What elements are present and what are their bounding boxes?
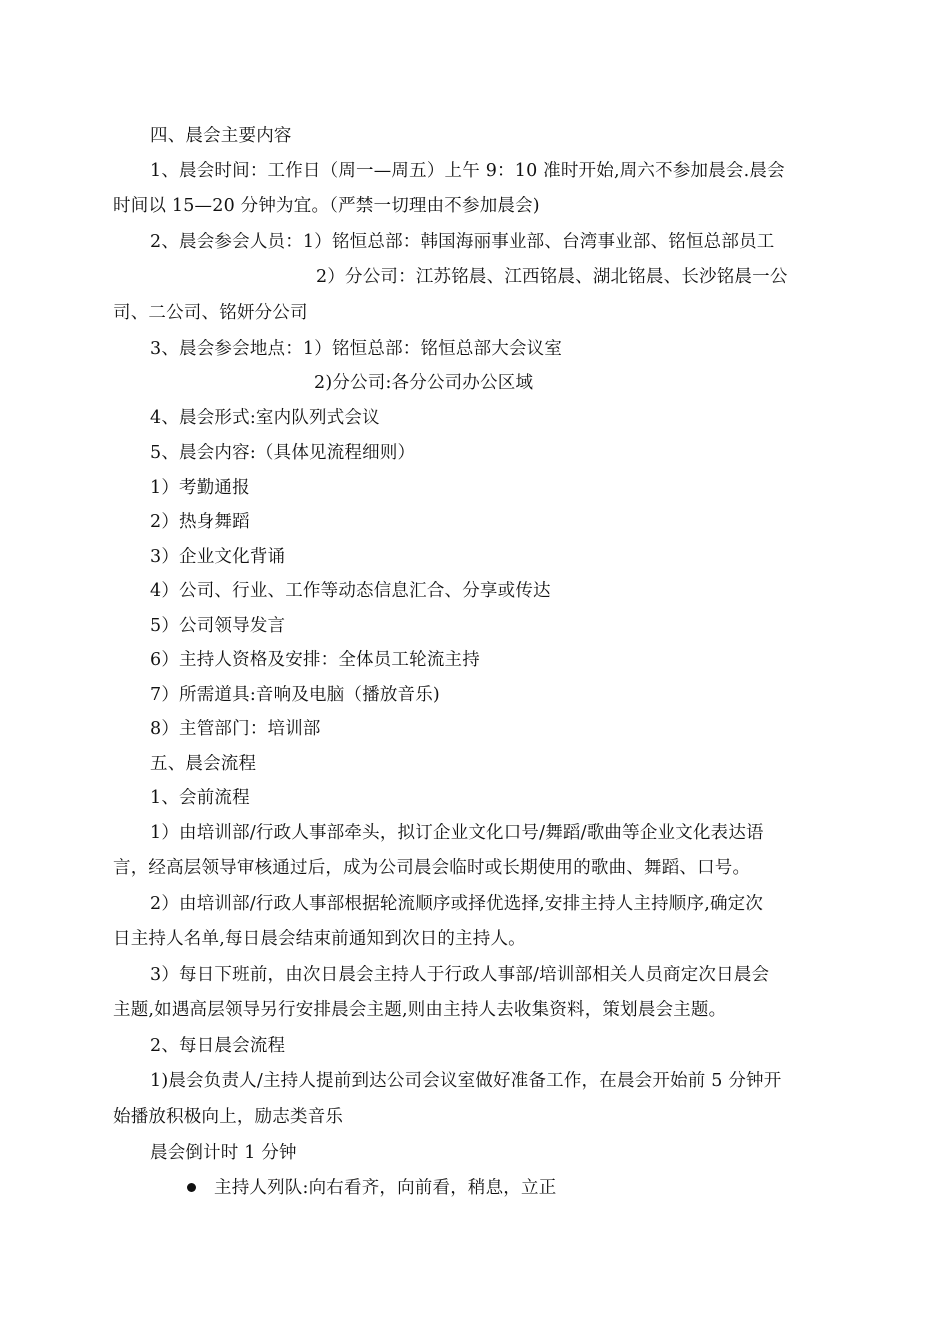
list-item: 5）公司领导发言 [150, 616, 286, 636]
attendees-line-1: 2、晨会参会人员：1）铭恒总部：韩国海丽事业部、台湾事业部、铭恒总部员工 [150, 232, 775, 252]
attendees-line-3: 司、二公司、铭妍分公司 [113, 303, 308, 323]
meeting-content: 5、晨会内容:（具体见流程细则） [150, 443, 416, 463]
list-item: 7）所需道具:音响及电脑（播放音乐) [150, 685, 440, 705]
list-item: 2）热身舞蹈 [150, 512, 250, 532]
pre-step-3-line-2: 主题,如遇高层领导另行安排晨会主题,则由主持人去收集资料，策划晨会主题。 [113, 1000, 727, 1020]
pre-meeting-heading: 1、会前流程 [150, 788, 250, 808]
list-item: 3）企业文化背诵 [150, 547, 286, 567]
countdown-line: 晨会倒计时 1 分钟 [150, 1143, 297, 1163]
list-item: 4）公司、行业、工作等动态信息汇合、分享或传达 [150, 581, 551, 601]
bullet-item: 主持人列队:向右看齐，向前看，稍息，立正 [214, 1178, 557, 1198]
pre-step-2-line-1: 2）由培训部/行政人事部根据轮流顺序或择优选择,安排主持人主持顺序,确定次 [150, 894, 764, 914]
pre-step-1-line-1: 1）由培训部/行政人事部牵头，拟订企业文化口号/舞蹈/歌曲等企业文化表达语 [150, 823, 764, 843]
section-heading-5: 五、晨会流程 [150, 754, 257, 774]
list-item: 6）主持人资格及安排：全体员工轮流主持 [150, 650, 480, 670]
list-item: 8）主管部门：培训部 [150, 719, 321, 739]
pre-step-2-line-2: 日主持人名单,每日晨会结束前通知到次日的主持人。 [113, 929, 526, 949]
pre-step-3-line-1: 3）每日下班前，由次日晨会主持人于行政人事部/培训部相关人员商定次日晨会 [150, 965, 770, 985]
daily-step-1-line-2: 始播放积极向上，励志类音乐 [113, 1107, 344, 1127]
location-line-2: 2)分公司:各分公司办公区域 [314, 373, 534, 393]
attendees-line-2: 2）分公司：江苏铭晨、江西铭晨、湖北铭晨、长沙铭晨一公 [316, 267, 788, 287]
location-line-1: 3、晨会参会地点：1）铭恒总部：铭恒总部大会议室 [150, 339, 563, 359]
list-item: 1）考勤通报 [150, 478, 250, 498]
meeting-time-line-1: 1、晨会时间：工作日（周一—周五）上午 9：10 准时开始,周六不参加晨会.晨会 [150, 161, 785, 181]
meeting-format: 4、晨会形式:室内队列式会议 [150, 408, 380, 428]
daily-step-1-line-1: 1)晨会负责人/主持人提前到达公司会议室做好准备工作，在晨会开始前 5 分钟开 [150, 1071, 782, 1091]
pre-step-1-line-2: 言，经高层领导审核通过后，成为公司晨会临时或长期使用的歌曲、舞蹈、口号。 [113, 858, 751, 878]
daily-flow-heading: 2、每日晨会流程 [150, 1036, 286, 1056]
meeting-time-line-2: 时间以 15—20 分钟为宜。（严禁一切理由不参加晨会) [113, 196, 540, 216]
section-heading-4: 四、晨会主要内容 [150, 126, 292, 146]
bullet-dot-icon [187, 1183, 196, 1192]
